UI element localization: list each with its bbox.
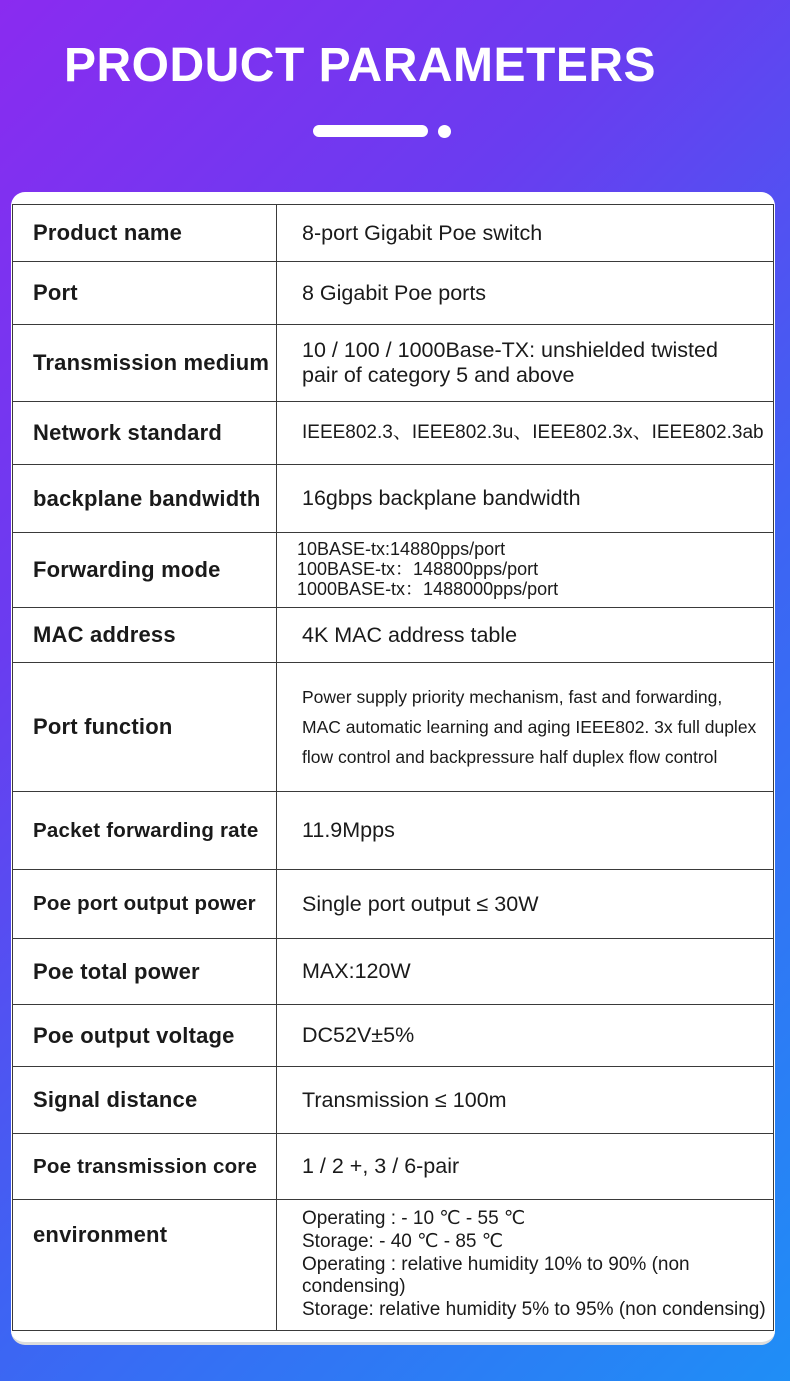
- title-underline-dot: [438, 125, 451, 138]
- param-value-line: 11.9Mpps: [302, 818, 395, 843]
- param-value: [277, 870, 774, 939]
- param-value-line: pair of category 5 and above: [302, 363, 575, 387]
- table-row: [13, 1067, 774, 1134]
- param-value: [277, 465, 774, 533]
- param-label: Forwarding mode: [13, 533, 277, 608]
- param-label: Port function: [13, 663, 277, 792]
- param-label: environment: [13, 1200, 277, 1331]
- param-value: [277, 1134, 774, 1200]
- param-label: Product name: [13, 205, 277, 262]
- param-value-line: 16gbps backplane bandwidth: [302, 486, 581, 511]
- title-underline-bar: [313, 125, 428, 137]
- param-value-line: 10BASE-tx:14880pps/port: [297, 539, 506, 560]
- parameters-table: [12, 204, 774, 1331]
- param-value: [277, 402, 774, 465]
- param-label: Transmission medium: [13, 325, 277, 402]
- param-label: backplane bandwidth: [13, 465, 277, 533]
- param-value-line: 10 / 100 / 1000Base-TX: unshielded twisted: [302, 338, 718, 363]
- table-row: [13, 533, 774, 608]
- param-value-line: 100BASE-tx：148800pps/port: [297, 559, 539, 580]
- param-value-line: Storage: relative humidity 5% to 95% (non condensing): [302, 1299, 766, 1321]
- param-value: [277, 608, 774, 663]
- table-row: [13, 792, 774, 870]
- table-row: [13, 262, 774, 325]
- param-value-line: MAC automatic learning and aging IEEE802. 3x full duplex: [302, 717, 757, 737]
- param-value-line: Single port output ≤ 30W: [302, 891, 539, 916]
- param-label: Poe transmission core: [13, 1134, 277, 1200]
- param-value: [277, 325, 774, 402]
- table-row: [13, 608, 774, 663]
- param-value: [277, 1200, 774, 1331]
- table-row: [13, 402, 774, 465]
- param-label: Signal distance: [13, 1067, 277, 1134]
- param-label: Network standard: [13, 402, 277, 465]
- param-value-line: Storage: - 40 ℃ - 85 ℃: [302, 1230, 504, 1252]
- param-value-line: MAX:120W: [302, 959, 411, 984]
- table-row: [13, 870, 774, 939]
- param-value: [277, 262, 774, 325]
- param-label: Poe total power: [13, 939, 277, 1005]
- param-value-line: Operating : - 10 ℃ - 55 ℃: [302, 1208, 526, 1229]
- table-row: [13, 205, 774, 262]
- page-title: PRODUCT PARAMETERS: [63, 39, 657, 92]
- param-value: [277, 533, 774, 608]
- table-row: [13, 1134, 774, 1200]
- table-row: [13, 1200, 774, 1331]
- param-value-line: IEEE802.3、IEEE802.3u、IEEE802.3x、IEEE802.3ab: [302, 421, 764, 443]
- param-label: MAC address: [13, 608, 277, 663]
- param-value: [277, 1005, 774, 1067]
- param-label: Poe output voltage: [13, 1005, 277, 1067]
- param-value-line: Power supply priority mechanism, fast and forwarding,: [302, 687, 723, 707]
- table-row: [13, 465, 774, 533]
- param-label: Packet forwarding rate: [13, 792, 277, 870]
- table-row: [13, 1005, 774, 1067]
- param-value: [277, 939, 774, 1005]
- table-row: [13, 939, 774, 1005]
- param-value-line: 1 / 2 +, 3 / 6-pair: [302, 1154, 460, 1179]
- param-value: [277, 205, 774, 262]
- param-value-line: DC52V±5%: [302, 1023, 415, 1048]
- param-label: Poe port output power: [13, 870, 277, 939]
- param-value-line: 8-port Gigabit Poe switch: [302, 220, 543, 245]
- param-value-line: flow control and backpressure half duplex flow control: [302, 747, 718, 767]
- param-value-line: 8 Gigabit Poe ports: [302, 280, 487, 305]
- param-value: [277, 663, 774, 792]
- param-value-line: Operating : relative humidity 10% to 90% (non condensing): [302, 1253, 690, 1298]
- param-value-line: Transmission ≤ 100m: [302, 1087, 507, 1112]
- parameters-card: [11, 192, 775, 1345]
- param-value: [277, 792, 774, 870]
- param-value-line: 1000BASE-tx：1488000pps/port: [297, 578, 559, 599]
- param-value-line: 4K MAC address table: [302, 622, 518, 647]
- param-value: [277, 1067, 774, 1134]
- table-row: [13, 663, 774, 792]
- table-row: [13, 325, 774, 402]
- param-label: Port: [13, 262, 277, 325]
